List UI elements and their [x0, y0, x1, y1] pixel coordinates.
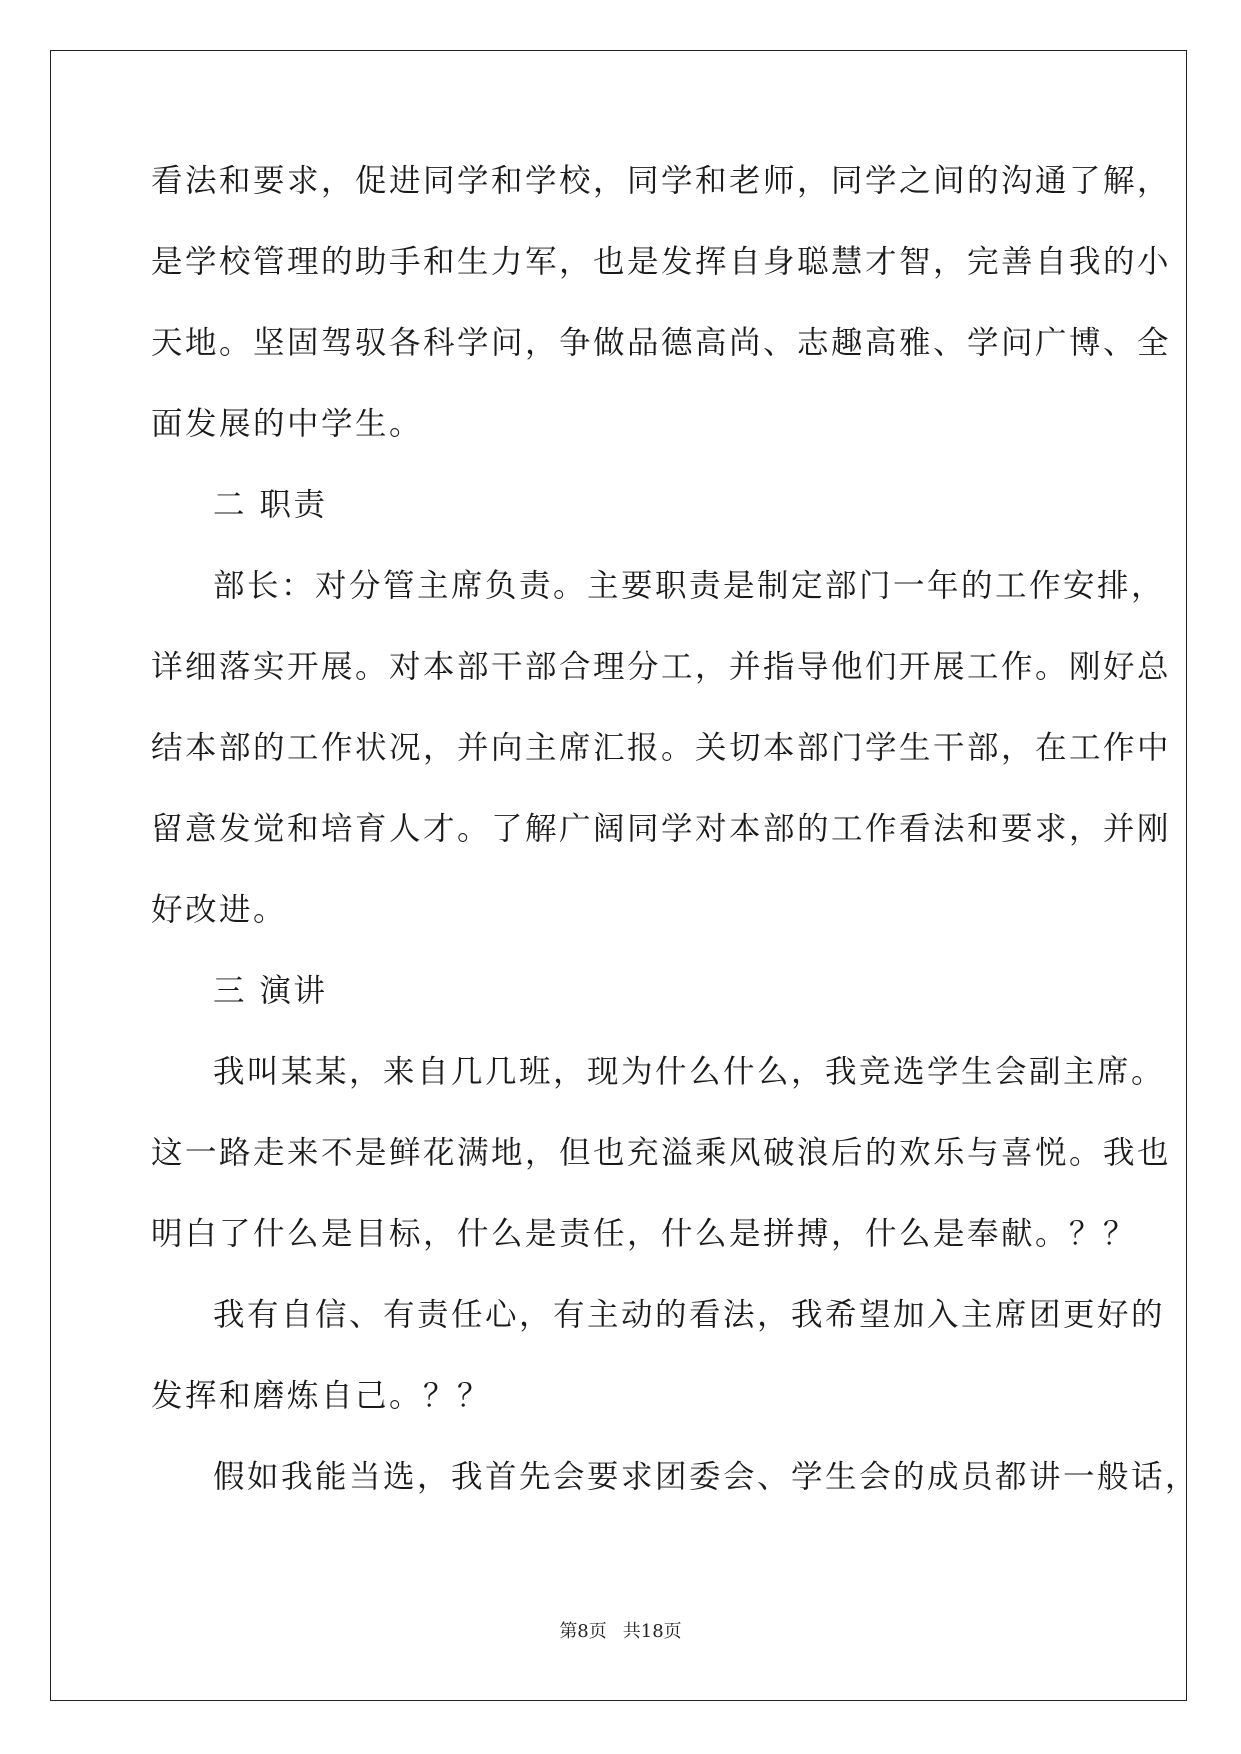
document-body — [151, 160, 1200, 1537]
section-heading: 二 职责 — [213, 487, 328, 523]
paragraph-line: 明白了什么是目标，什么是责任，什么是拼搏，什么是奉献。？？ — [151, 1216, 1138, 1252]
paragraph-line: 是学校管理的助手和生力军，也是发挥自身聪慧才智，完善自我的小 — [151, 244, 1172, 280]
page-footer — [0, 1620, 1241, 1644]
paragraph-line: 发挥和磨炼自己。？？ — [151, 1378, 492, 1414]
paragraph-line: 这一路走来不是鲜花满地，但也充溢乘风破浪后的欢乐与喜悦。我也 — [151, 1135, 1172, 1171]
paragraph-line: 我有自信、有责任心，有主动的看法，我希望加入主席团更好的 — [213, 1297, 1166, 1333]
page-number: 第8页 — [559, 1621, 607, 1642]
paragraph-line: 假如我能当选，我首先会要求团委会、学生会的成员都讲一般话， — [213, 1459, 1200, 1495]
section-heading: 三 演讲 — [213, 973, 328, 1009]
paragraph-line: 留意发觉和培育人才。了解广阔同学对本部的工作看法和要求，并刚 — [151, 811, 1172, 847]
page-total: 共18页 — [622, 1621, 682, 1642]
paragraph-line: 结本部的工作状况，并向主席汇报。关切本部门学生干部，在工作中 — [151, 730, 1172, 766]
paragraph-line: 面发展的中学生。 — [151, 406, 424, 442]
paragraph-line: 看法和要求，促进同学和学校，同学和老师，同学之间的沟通了解， — [151, 163, 1172, 199]
paragraph-line: 好改进。 — [151, 892, 288, 928]
paragraph-line: 详细落实开展。对本部干部合理分工，并指导他们开展工作。刚好总 — [151, 649, 1172, 685]
paragraph-line: 部长：对分管主席负责。主要职责是制定部门一年的工作安排， — [213, 568, 1166, 604]
paragraph-line: 天地。坚固驾驭各科学问，争做品德高尚、志趣高雅、学问广博、全 — [151, 325, 1172, 361]
paragraph-line: 我叫某某，来自几几班，现为什么什么，我竞选学生会副主席。 — [213, 1054, 1166, 1090]
